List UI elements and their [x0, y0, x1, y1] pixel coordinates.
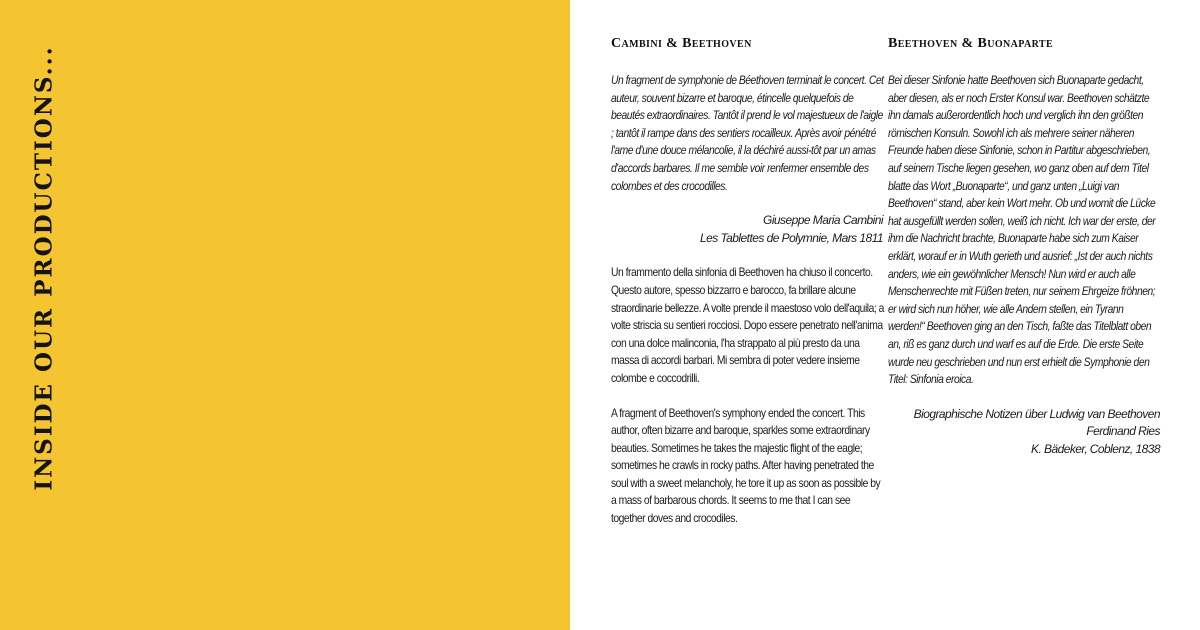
left-column-heading: Cambini & Beethoven [611, 36, 752, 51]
attribution-author: Giuseppe Maria Cambini [763, 213, 883, 228]
attribution-author: Ferdinand Ries [1086, 424, 1160, 439]
attribution-publisher: K. Bädeker, Coblenz, 1838 [1030, 441, 1160, 456]
vertical-title: INSIDE OUR PRODUCTIONS... [30, 45, 58, 491]
right-column [888, 36, 1160, 458]
ries-attribution [888, 406, 1160, 459]
left-column [611, 36, 883, 528]
attribution-title: Biographische Notizen über Ludwig van Beethoven [913, 406, 1160, 421]
yellow-sidebar [0, 0, 570, 630]
french-quote: Un fragment de symphonie de Béethoven terminait le concert. Cet auteur, souvent bizarre et baroque, étincelle quelquefois de beautés extraordinaires. Tantôt il prend le vol majestueux de l'aigle ; tantôt il rampe dans des sentiers rocailleux. Après avoir pénétré l'ame d'une douce mélancolie, il la déchiré aussi-tôt par un amas d'accords barbares. Il me semble voir renfermer ensemble des colombes et des crocodilles. [611, 73, 884, 193]
english-translation: A fragment of Beethoven's symphony ended the concert. This author, often bizarre and baroque, sparkles some extraordinary beauties. Sometimes he takes the majestic flight of the eagle; sometimes he crawls in rocky paths. After having penetrated the soul with a sweet melancholy, he tore it up as soon as possible by a mass of barbarous chords. It seems to me that I can see together doves and crocodiles. [611, 405, 881, 526]
right-column-heading: Beethoven & Buonaparte [888, 36, 1054, 51]
italian-translation: Un frammento della sinfonia di Beethoven ha chiuso il concerto. Questo autore, spesso bizzarro e barocco, fa brillare alcune straordinarie bellezze. A volte prende il maestoso volo dell'aquila; a volte striscia su sentieri rocciosi. Dopo essere penetrato nell'anima con una dolce malinconia, l'ha strappato al più presto da una massa di accordi barbari. Mi sembra di poter vedere insieme colombe e coccodrilli. [611, 265, 884, 385]
attribution-source: Les Tablettes de Polymnie, Mars 1811 [700, 230, 883, 245]
german-quote: Bei dieser Sinfonie hatte Beethoven sich Buonaparte gedacht, aber diesen, als er noch Erster Konsul war. Beethoven schätzte ihn damals außerordentlich hoch und verglich ihn den größten römischen Konsuln. Sowohl ich als mehrere seiner näheren Freunde haben diese Sinfonie, schon in Partitur abgeschrieben, auf seinem Tische liegen gesehen, wo ganz oben auf dem Titel blatte das Wort „Buonaparte“, und ganz unten „Luigi van Beethoven“ stand, aber kein Wort mehr. Ob und womit die Lücke hat ausgefüllt werden sollen, weiß ich nicht. Ich war der erste, der ihm die Nachricht brachte, Buonaparte habe sich zum Kaiser erklärt, worauf er in Wuth gerieth und ausrief: „Ist der auch nichts anders, wie ein gewöhnlicher Mensch! Nun wird er auch alle Menschenrechte mit Füßen treten, nur seinem Ehrgeize fröhnen; er wird sich nun höher, wie alle Andern stellen, ein Tyrann werden!“ Beethoven ging an den Tisch, faßte das Titelblatt oben an, riß es ganz durch und warf es auf die Erde. Die erste Seite wurde neu geschrieben und nun erst erhielt die Symphonie den Titel: Sinfonia eroica. [888, 73, 1156, 387]
cambini-attribution [611, 212, 883, 247]
